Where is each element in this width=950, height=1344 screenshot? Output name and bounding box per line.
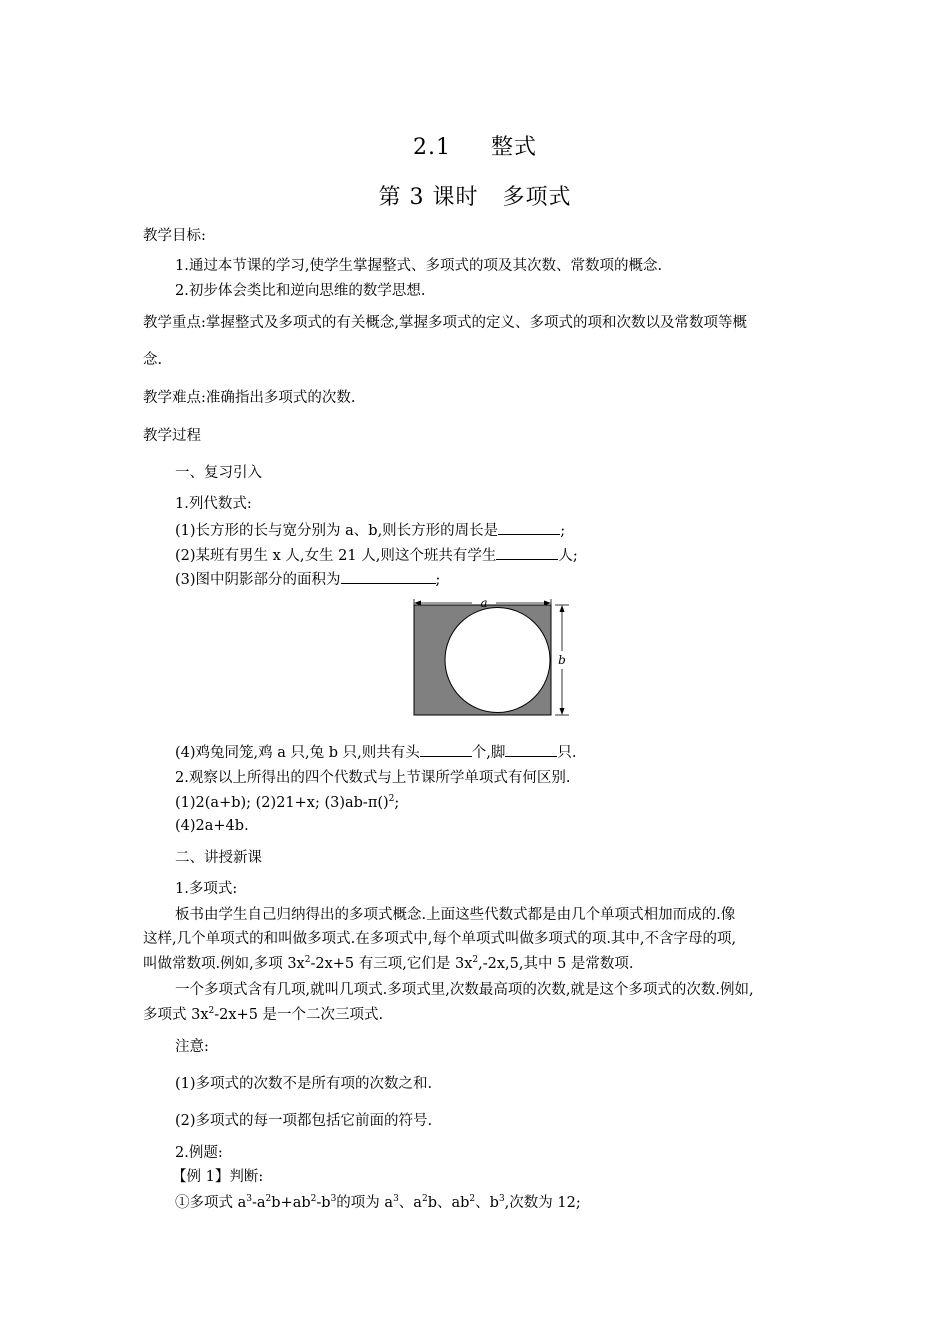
lesson-title bbox=[0, 180, 950, 211]
process-label: 教学过程 bbox=[143, 428, 201, 444]
lesson-name: 多项式 bbox=[502, 185, 572, 210]
answer-blank[interactable] bbox=[505, 742, 557, 757]
paragraph-line: 叫做常数项.例如,多项 $3x^2-2x+5$ 有三项,它们是 $3x^2,-2x,5$,其中 5 是常数项. bbox=[143, 955, 634, 972]
q1-item-4: (4)鸡兔同笼,鸡 a 只,兔 b 只,则共有头 个,脚 只. bbox=[175, 742, 576, 763]
s2-label: 2.例题: bbox=[175, 1145, 223, 1161]
q2-expressions: (1)2(a+b); (2)21+x; (3)ab-π()$^2$; bbox=[175, 794, 400, 811]
paragraph-line: 板书由学生自己归纳得出的多项式概念.上面这些代数式都是由几个单项式相加而成的.像 bbox=[175, 907, 736, 923]
answer-blank[interactable] bbox=[498, 520, 560, 535]
answer-blank[interactable] bbox=[420, 742, 472, 757]
example-item: ①多项式 $a^3-a^2b+ab^2-b^3$的项为 $a^3$、$a^2b$、$ab^2$、$b^3$,次数为 12; bbox=[175, 1194, 581, 1211]
arrow-icon bbox=[560, 708, 565, 715]
q1-item-1: (1)长方形的长与宽分别为 a、b,则长方形的周长是 ; bbox=[175, 520, 565, 541]
example-label: 【例 1】判断: bbox=[172, 1169, 264, 1185]
s1-label: 1.多项式: bbox=[175, 881, 238, 897]
lesson-number: 第 3 课时 bbox=[378, 185, 479, 210]
arrow-icon bbox=[560, 605, 565, 612]
label-b: b bbox=[558, 653, 566, 667]
label-a: a bbox=[480, 596, 488, 610]
note-label: 注意: bbox=[175, 1039, 209, 1055]
q1-item-3: (3)图中阴影部分的面积为 ; bbox=[175, 569, 440, 590]
key-points-line: 念. bbox=[143, 352, 163, 368]
answer-blank[interactable] bbox=[496, 545, 558, 560]
shaded-area-figure bbox=[408, 585, 578, 720]
note-item: (1)多项式的次数不是所有项的次数之和. bbox=[175, 1076, 433, 1092]
q2-expressions-2: (4)2a+4b. bbox=[175, 818, 249, 834]
section-title bbox=[0, 130, 950, 161]
goal-item: 2.初步体会类比和逆向思维的数学思想. bbox=[175, 283, 426, 299]
goals-label: 教学目标: bbox=[143, 228, 206, 244]
goal-item: 1.通过本节课的学习,使学生掌握整式、多项式的项及其次数、常数项的概念. bbox=[175, 258, 663, 274]
part2-heading: 二、讲授新课 bbox=[175, 850, 262, 866]
difficulty-text: 教学难点:准确指出多项式的次数. bbox=[143, 390, 356, 406]
part1-heading: 一、复习引入 bbox=[175, 465, 262, 481]
paragraph-line: 多项式 $3x^2-2x+5$ 是一个二次三项式. bbox=[143, 1006, 384, 1023]
q1-label: 1.列代数式: bbox=[175, 496, 252, 512]
note-item: (2)多项式的每一项都包括它前面的符号. bbox=[175, 1113, 433, 1129]
q1-item-2: (2)某班有男生 x 人,女生 21 人,则这个班共有学生 人; bbox=[175, 545, 578, 566]
key-points-line: 教学重点:掌握整式及多项式的有关概念,掌握多项式的定义、多项式的项和次数以及常数项等概 bbox=[143, 315, 747, 331]
answer-blank[interactable] bbox=[341, 569, 436, 584]
paragraph-line: 一个多项式含有几项,就叫几项式.多项式里,次数最高项的次数,就是这个多项式的次数.例如, bbox=[175, 982, 754, 998]
paragraph-line: 这样,几个单项式的和叫做多项式.在多项式中,每个单项式叫做多项式的项.其中,不含字母的项, bbox=[143, 931, 737, 947]
q2-text: 2.观察以上所得出的四个代数式与上节课所学单项式有何区别. bbox=[175, 770, 571, 786]
white-circle bbox=[445, 608, 550, 713]
section-name: 整式 bbox=[490, 135, 537, 160]
section-number: 2.1 bbox=[413, 135, 451, 160]
